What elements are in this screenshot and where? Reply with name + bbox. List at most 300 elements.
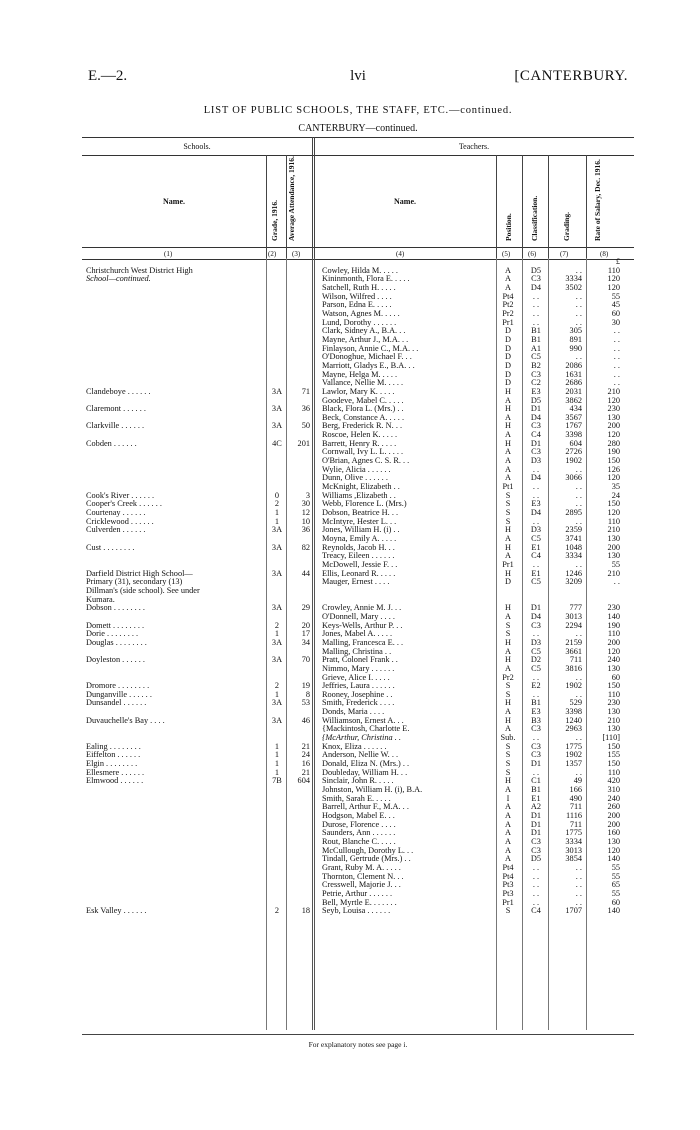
classification-cell: C5: [531, 577, 541, 587]
classification-cell: D4: [530, 412, 542, 422]
teacher-name-cell: Keys-Wells, Arthur P. . .: [322, 620, 403, 630]
teacher-name-cell: Webb, Florence L. (Mrs.): [322, 499, 407, 509]
classification-cell: . .: [532, 880, 540, 890]
school-grade-cell: 4C: [272, 438, 282, 448]
salary-cell: 60: [611, 672, 620, 682]
school-name-cell: Cobden . . . . . .: [86, 438, 137, 448]
salary-cell: 130: [607, 551, 620, 561]
grading-cell: . .: [575, 516, 582, 526]
position-cell: A: [505, 646, 511, 656]
school-grade-cell: 3A: [271, 637, 283, 647]
table-header: [82, 137, 634, 260]
teacher-name-cell: Malling, Christina . .: [322, 646, 392, 656]
salary-cell: . .: [613, 334, 620, 344]
classification-cell: . .: [532, 767, 540, 777]
school-grade-cell: 3A: [271, 421, 283, 431]
attendance-cell: 12: [301, 508, 310, 518]
position-cell: S: [505, 689, 511, 699]
position-cell: Pr1: [502, 559, 514, 569]
classification-cell: E1: [531, 568, 541, 578]
salary-cell: 55: [611, 888, 620, 898]
classification-cell: . .: [532, 733, 540, 743]
position-cell: S: [505, 516, 511, 526]
position-cell: Pt2: [502, 300, 514, 310]
grading-cell: 490: [569, 793, 582, 803]
grading-cell: . .: [575, 308, 582, 318]
position-cell: S: [505, 750, 511, 760]
table-body: [82, 258, 634, 916]
position-cell: Pt4: [502, 871, 514, 881]
grading-cell: 891: [569, 334, 582, 344]
position-cell: H: [505, 776, 511, 786]
school-grade-cell: 2: [274, 620, 280, 630]
salary-cell: 200: [607, 421, 620, 431]
classification-cell: C3: [531, 620, 541, 630]
position-cell: A: [505, 854, 511, 864]
grading-cell: 2159: [565, 637, 582, 647]
salary-cell: 260: [607, 802, 620, 812]
col-divider: [266, 155, 267, 260]
teacher-name-cell: Finlayson, Annie C., M.A. . .: [322, 343, 419, 353]
teacher-name-cell: Mayne, Arthur J., M.A. . .: [322, 334, 409, 344]
attendance-cell: 21: [301, 767, 310, 777]
position-cell: H: [505, 542, 511, 552]
position-cell: H: [505, 637, 511, 647]
grading-cell: 3502: [565, 282, 582, 292]
classification-cell: C4: [531, 906, 541, 916]
classification-cell: C2: [531, 378, 541, 388]
school-grade-cell: 1: [274, 741, 280, 751]
classification-cell: C5: [531, 534, 541, 543]
grading-cell: 2963: [565, 724, 582, 734]
position-cell: H: [505, 525, 511, 535]
classification-cell: . .: [532, 559, 540, 569]
teacher-name-cell: Petrie, Arthur . . . . . .: [322, 888, 393, 898]
salary-cell: 55: [611, 862, 620, 872]
classification-cell: D2: [530, 655, 542, 665]
grading-cell: 1240: [565, 715, 582, 725]
classification-cell: D4: [530, 282, 542, 292]
grading-cell: 305: [569, 326, 582, 336]
attendance-cell: 16: [301, 759, 310, 769]
school-name-cell: Dromore . . . . . . . .: [86, 681, 150, 691]
grading-cell: 2086: [565, 360, 582, 370]
position-cell: S: [505, 759, 511, 769]
grading-cell: . .: [575, 871, 582, 881]
classification-cell: C3: [531, 369, 541, 379]
col-divider: [586, 155, 587, 260]
classification-cell: D4: [530, 611, 542, 621]
teacher-name-cell: Nimmo, Mary . . . . . .: [322, 663, 395, 673]
grade-heading: Grade, 1916.: [270, 199, 279, 241]
teacher-name-cell: Malling, Francesca E. . .: [322, 637, 404, 647]
grading-cell: 2895: [565, 508, 582, 518]
salary-cell: . .: [613, 577, 620, 587]
school-name-cell: Ellesmere . . . . . .: [86, 767, 145, 777]
attendance-cell: 19: [301, 681, 310, 691]
school-name-cell: Courtenay . . . . . .: [86, 508, 146, 518]
salary-cell: 120: [607, 508, 620, 518]
grading-cell: . .: [575, 291, 582, 301]
school-name-cell: Cooper's Creek . . . . . .: [86, 499, 162, 509]
classification-cell: . .: [532, 629, 540, 639]
grading-cell: 3854: [565, 854, 582, 864]
classification-cell: C5: [531, 352, 541, 362]
grading-cell: 1048: [565, 542, 582, 552]
col-num: (3): [292, 250, 301, 258]
school-name-cell: Primary (31), secondary (13): [86, 577, 183, 587]
teacher-name-cell: Cornwall, Ivy L. L. . . . .: [322, 447, 404, 457]
position-cell: Pt4: [502, 291, 514, 301]
school-grade-cell: 3A: [271, 525, 283, 535]
position-cell: S: [505, 767, 511, 777]
position-cell: S: [505, 508, 511, 518]
position-cell: D: [505, 343, 511, 353]
position-cell: Pt3: [502, 888, 514, 898]
classification-cell: C4: [531, 551, 541, 561]
teacher-name-cell: Clark, Sidney A., B.A. . .: [322, 326, 406, 336]
classification-cell: C3: [531, 447, 541, 457]
salary-cell: 130: [607, 836, 620, 846]
attendance-cell: 50: [301, 421, 310, 431]
salary-cell: 150: [607, 499, 620, 509]
grading-cell: 711: [569, 802, 582, 812]
position-cell: A: [505, 785, 511, 795]
school-grade-cell: 1: [274, 759, 280, 769]
classification-cell: D4: [530, 508, 542, 518]
grading-cell: . .: [575, 862, 582, 872]
position-cell: A: [505, 819, 511, 829]
position-cell: Pr1: [502, 897, 514, 907]
position-cell: A: [505, 464, 511, 474]
school-grade-cell: 2: [274, 906, 280, 916]
school-name-heading: Name.: [163, 197, 185, 206]
teacher-name-cell: Hodgson, Mabel E. . .: [322, 811, 395, 820]
attendance-cell: 46: [301, 715, 310, 725]
salary-cell: 30: [611, 317, 620, 327]
teacher-name-cell: Grieve, Alice I. . . . .: [322, 672, 390, 682]
grading-cell: . .: [575, 897, 582, 907]
salary-cell: [110]: [602, 733, 620, 743]
grading-cell: 3816: [565, 663, 582, 673]
teacher-name-cell: Sinclair, John R. . . . .: [322, 776, 394, 786]
position-cell: A: [505, 663, 511, 673]
classification-cell: D5: [530, 854, 542, 864]
salary-cell: 120: [607, 646, 620, 656]
teacher-name-cell: Mauger, Ernest . . . .: [322, 577, 390, 587]
grading-cell: . .: [575, 880, 582, 890]
school-grade-cell: 1: [274, 629, 280, 639]
teacher-name-cell: Anderson, Nellie W. . .: [322, 750, 399, 760]
salary-cell: 65: [611, 880, 620, 890]
position-cell: D: [505, 334, 511, 344]
classification-cell: . .: [532, 317, 540, 327]
classification-cell: . .: [532, 464, 540, 474]
school-name-cell: Kumara.: [86, 594, 115, 604]
salary-cell: 55: [611, 871, 620, 881]
teacher-name-cell: Grant, Ruby M. A. . . . .: [322, 862, 401, 872]
grading-heading: Grading.: [562, 212, 571, 241]
grading-cell: 529: [569, 698, 582, 708]
classification-cell: E1: [531, 793, 541, 803]
salary-cell: 130: [607, 724, 620, 734]
table-row: [82, 907, 634, 916]
col-num: (8): [600, 250, 609, 258]
school-name-cell: Dunganville . . . . . .: [86, 689, 152, 699]
grading-cell: . .: [575, 300, 582, 310]
teacher-name-cell: Jeffries, Laura . . . . . .: [322, 681, 395, 691]
salary-cell: . .: [613, 369, 620, 379]
salary-cell: 130: [607, 534, 620, 543]
position-cell: A: [505, 724, 511, 734]
school-name-cell: Esk Valley . . . . . .: [86, 906, 147, 916]
position-cell: A: [505, 611, 511, 621]
position-cell: A: [505, 412, 511, 422]
teacher-name-cell: Saunders, Ann . . . . . .: [322, 828, 396, 838]
salary-cell: 55: [611, 559, 620, 569]
position-cell: D: [505, 577, 511, 587]
grading-cell: . .: [575, 888, 582, 898]
position-cell: H: [505, 568, 511, 578]
attendance-heading: Average Attendance, 1916.: [287, 156, 296, 241]
salary-cell: 420: [607, 776, 620, 786]
classification-cell: C5: [531, 646, 541, 656]
teacher-name-cell: Williams ,Elizabeth . .: [322, 490, 396, 500]
classification-cell: B1: [531, 334, 541, 344]
grading-cell: 1246: [565, 568, 582, 578]
teacher-name-cell: Tindall, Gertrude (Mrs.) . .: [322, 854, 411, 864]
grading-cell: 166: [569, 785, 582, 795]
attendance-cell: 36: [301, 525, 310, 535]
position-cell: A: [505, 447, 511, 457]
grading-cell: 1357: [565, 759, 582, 769]
teacher-name-cell: Cresswell, Majorie J. . .: [322, 880, 401, 890]
school-grade-cell: 1: [274, 767, 280, 777]
position-cell: S: [505, 620, 511, 630]
col-divider: [496, 155, 497, 260]
grading-cell: 434: [569, 404, 582, 414]
salary-heading: Rate of Salary, Dec. 1916.: [593, 159, 602, 241]
salary-cell: . .: [613, 352, 620, 362]
page-header: [88, 68, 628, 88]
salary-cell: 130: [607, 707, 620, 717]
classification-cell: C5: [531, 663, 541, 673]
attendance-cell: 82: [301, 542, 310, 552]
school-name-cell: Culverden . . . . . .: [86, 525, 146, 535]
salary-cell: 110: [607, 516, 620, 526]
classification-cell: C3: [531, 421, 541, 431]
classification-cell: D5: [530, 265, 542, 275]
classification-cell: D1: [530, 811, 542, 820]
salary-cell: 140: [607, 611, 620, 621]
school-grade-cell: 3A: [271, 715, 283, 725]
teacher-name-cell: Satchell, Ruth H. . . . .: [322, 282, 396, 292]
col-num: (1): [164, 250, 173, 258]
page-ref: E.—2.: [88, 68, 128, 84]
grading-cell: . .: [575, 689, 582, 699]
attendance-cell: 44: [301, 568, 310, 578]
teacher-name-cell: Beck, Constance A. . . . .: [322, 412, 405, 422]
teacher-name-cell: Pratt, Colonel Frank . .: [322, 655, 398, 665]
classification-cell: D1: [530, 759, 542, 769]
grading-cell: 777: [569, 603, 582, 613]
page-number: lvi: [350, 68, 366, 84]
position-cell: A: [505, 828, 511, 838]
grading-cell: 2294: [565, 620, 582, 630]
salary-cell: 210: [607, 386, 620, 396]
salary-cell: 130: [607, 412, 620, 422]
grading-cell: . .: [575, 629, 582, 639]
grading-cell: 2686: [565, 378, 582, 388]
school-name-cell: Domett . . . . . . . .: [86, 620, 145, 630]
teacher-name-cell: Crowley, Annie M. J. . .: [322, 603, 402, 613]
teacher-name-cell: Parson, Edna E. . . . .: [322, 300, 392, 310]
grading-cell: 2359: [565, 525, 582, 535]
salary-cell: 150: [607, 759, 620, 769]
attendance-cell: 53: [301, 698, 310, 708]
teacher-name-cell: McCullough, Dorothy L. . .: [322, 845, 414, 855]
salary-cell: . .: [613, 326, 620, 336]
classification-cell: D1: [530, 819, 542, 829]
classification-cell: E2: [531, 681, 541, 691]
teacher-name-cell: Kininmonth, Flora E. . . . .: [322, 274, 410, 284]
school-name-cell: Douglas . . . . . . . .: [86, 637, 147, 647]
school-grade-cell: 3A: [271, 568, 283, 578]
position-cell: H: [505, 715, 511, 725]
header-rule: [82, 247, 634, 248]
position-cell: A: [505, 430, 511, 440]
position-cell: A: [505, 707, 511, 717]
col-num: (5): [502, 250, 511, 258]
classification-cell: C4: [531, 430, 541, 440]
position-cell: S: [505, 681, 511, 691]
position-cell: A: [505, 802, 511, 812]
classification-cell: D1: [530, 603, 542, 613]
salary-cell: 155: [607, 750, 620, 760]
classification-cell: . .: [532, 516, 540, 526]
salary-cell: 190: [607, 447, 620, 457]
salary-cell: 150: [607, 741, 620, 751]
attendance-cell: 201: [297, 438, 310, 448]
teacher-name-cell: Wylie, Alicia . . . . . .: [322, 464, 391, 474]
attendance-cell: 30: [301, 499, 310, 509]
table-row: [82, 587, 634, 596]
grading-cell: 3661: [565, 646, 582, 656]
grading-cell: . .: [575, 767, 582, 777]
school-name-cell: Elgin . . . . . . . .: [86, 759, 138, 769]
grading-cell: 3209: [565, 577, 582, 587]
position-cell: S: [505, 741, 511, 751]
attendance-cell: 24: [301, 750, 310, 760]
salary-cell: 200: [607, 637, 620, 647]
grading-cell: 3741: [565, 534, 582, 543]
salary-cell: 210: [607, 568, 620, 578]
teachers-heading: Teachers.: [458, 142, 490, 151]
salary-cell: 60: [611, 308, 620, 318]
position-cell: H: [505, 386, 511, 396]
teacher-name-cell: Marriott, Gladys E., B.A. . .: [322, 360, 415, 370]
grading-cell: 3066: [565, 473, 582, 483]
position-cell: A: [505, 274, 511, 284]
grading-cell: 3013: [565, 845, 582, 855]
teacher-name-cell: Wilson, Wilfred . . . .: [322, 291, 392, 301]
teacher-name-cell: Seyb, Louisa . . . . . .: [322, 906, 391, 916]
school-grade-cell: 3A: [271, 542, 283, 552]
school-grade-cell: 1: [274, 689, 280, 699]
grading-cell: 49: [573, 776, 582, 786]
school-grade-cell: 2: [274, 499, 280, 509]
teacher-name-cell: Rooney, Josephine . .: [322, 689, 393, 699]
grading-cell: . .: [575, 499, 582, 509]
salary-cell: 210: [607, 715, 620, 725]
teacher-name-cell: Treacy, Eileen . . . . . .: [322, 551, 395, 561]
salary-cell: 230: [607, 603, 620, 613]
teacher-name-cell: Bell, Myrtle E. . . . . . .: [322, 897, 397, 907]
school-name-cell: Cust . . . . . . . .: [86, 542, 135, 552]
position-heading: Position.: [504, 213, 513, 241]
teacher-name-cell: Barrell, Arthur F., M.A. . .: [322, 802, 409, 812]
salary-cell: . .: [613, 378, 620, 388]
classification-cell: D3: [530, 456, 542, 466]
school-name-cell: Dorie . . . . . . . .: [86, 629, 139, 639]
classification-cell: D3: [530, 525, 542, 535]
salary-cell: 230: [607, 404, 620, 414]
classification-cell: E3: [531, 707, 541, 717]
teacher-name-cell: Cowley, Hilda M. . . . .: [322, 265, 398, 275]
teacher-name-cell: Smith, Sarah E. . . . .: [322, 793, 391, 803]
school-grade-cell: 3A: [271, 698, 283, 708]
classification-cell: C1: [531, 776, 541, 786]
grading-cell: . .: [575, 265, 582, 275]
grading-cell: . .: [575, 317, 582, 327]
position-cell: A: [505, 551, 511, 561]
section-name: [CANTERBURY.: [514, 68, 628, 84]
grading-cell: 1116: [566, 811, 582, 820]
col-divider: [522, 155, 523, 260]
teacher-name-cell: Johnston, William H. (i), B.A.: [322, 785, 423, 795]
salary-cell: . .: [613, 360, 620, 370]
grading-cell: . .: [575, 733, 582, 743]
teacher-name-cell: Barrett, Henry R. . . . .: [322, 438, 397, 448]
grading-cell: 3398: [565, 707, 582, 717]
school-name-cell: School—continued.: [86, 274, 151, 284]
attendance-cell: 8: [305, 689, 310, 699]
group-rule: [82, 155, 634, 156]
grading-cell: 1902: [565, 456, 582, 466]
school-grade-cell: 0: [274, 490, 280, 500]
salary-cell: 230: [607, 698, 620, 708]
teacher-name-cell: O'Donnell, Mary . . . .: [322, 611, 395, 621]
grading-cell: 1631: [565, 369, 582, 379]
classification-cell: B3: [531, 715, 541, 725]
teacher-name-cell: McKnight, Elizabeth . .: [322, 482, 400, 492]
position-cell: A: [505, 265, 511, 275]
classification-cell: . .: [532, 689, 540, 699]
teacher-name-cell: Knox, Eliza . . . . . .: [322, 741, 387, 751]
teacher-name-cell: McIntyre, Hester L. . .: [322, 516, 397, 526]
salary-cell: 210: [607, 525, 620, 535]
school-name-cell: Christchurch West District High: [86, 265, 193, 275]
grading-cell: 2031: [565, 386, 582, 396]
teacher-name-cell: Dobson, Beatrice H. . .: [322, 508, 399, 518]
teacher-name-cell: Donald, Eliza N. (Mrs.) . .: [322, 759, 410, 769]
position-cell: I: [506, 793, 510, 803]
school-name-cell: Ealing . . . . . . . .: [86, 741, 141, 751]
salary-cell: 120: [607, 473, 620, 483]
school-grade-cell: 1: [274, 516, 280, 526]
classification-cell: . .: [532, 300, 540, 310]
position-cell: A: [505, 456, 511, 466]
